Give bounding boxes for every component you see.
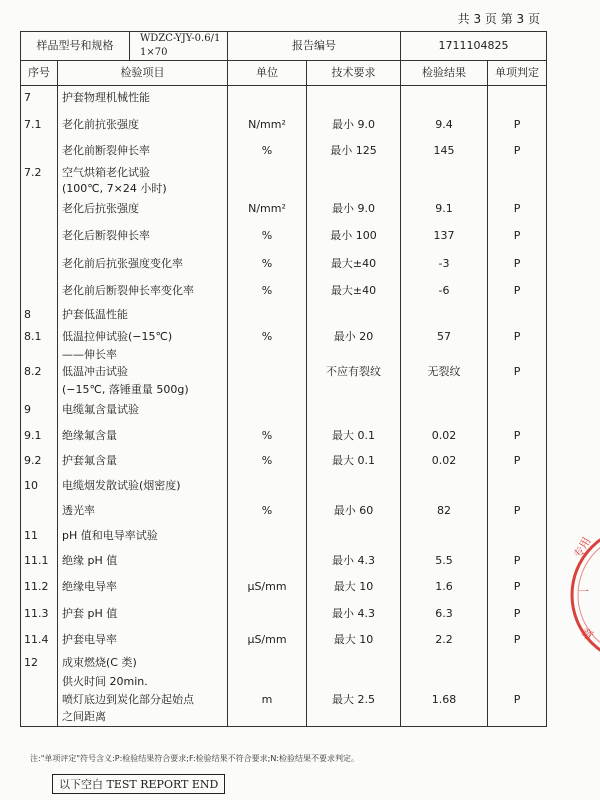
table-row <box>21 250 547 278</box>
row-requirement <box>307 182 401 196</box>
row-unit <box>228 398 307 423</box>
table-row <box>21 348 547 362</box>
row-result: 145 <box>401 139 488 164</box>
row-result: 57 <box>401 326 488 348</box>
row-seq <box>21 223 58 250</box>
row-seq <box>21 278 58 305</box>
row-result <box>401 474 488 498</box>
row-verdict <box>488 653 547 673</box>
row-seq <box>21 139 58 164</box>
row-result: -6 <box>401 278 488 305</box>
row-requirement <box>307 398 401 423</box>
row-requirement <box>307 673 401 691</box>
row-verdict: P <box>488 111 547 139</box>
row-item: 老化后断裂伸长率 <box>58 223 228 250</box>
row-seq: 11 <box>21 525 58 548</box>
table-row <box>21 223 547 250</box>
footnote: 注:"单项评定"符号含义:P:检验结果符合要求;F:检验结果不符合要求;N:检验结果不要求判定。 <box>30 754 360 763</box>
row-verdict: P <box>488 498 547 525</box>
row-item: 成束燃烧(C 类) <box>58 653 228 673</box>
model-value: WDZC-YJY-0.6/1 1×70 <box>140 33 221 58</box>
row-result <box>401 164 488 182</box>
row-verdict <box>488 525 547 548</box>
row-result: 5.5 <box>401 548 488 574</box>
row-seq: 11.2 <box>21 574 58 601</box>
report-table <box>20 31 547 727</box>
row-seq: 9.2 <box>21 449 58 474</box>
table-row <box>21 182 547 196</box>
row-item: 之间距离 <box>58 709 228 727</box>
header-item: 检验项目 <box>58 61 228 86</box>
row-requirement: 不应有裂纹 <box>307 362 401 382</box>
model-label: 样品型号和规格 <box>21 32 130 60</box>
row-unit <box>228 362 307 382</box>
row-unit: m <box>228 691 307 709</box>
row-requirement <box>307 348 401 362</box>
table-row <box>21 673 547 691</box>
row-result: 82 <box>401 498 488 525</box>
row-item: 电缆烟发散试验(烟密度) <box>58 474 228 498</box>
row-unit <box>228 709 307 727</box>
row-result <box>401 525 488 548</box>
row-item: 低温拉伸试验(−15℃) <box>58 326 228 348</box>
row-seq: 8.2 <box>21 362 58 382</box>
row-seq: 9 <box>21 398 58 423</box>
row-result <box>401 673 488 691</box>
table-row <box>21 382 547 398</box>
row-item: (100℃, 7×24 小时) <box>58 182 228 196</box>
header-unit: 单位 <box>228 61 307 86</box>
row-verdict <box>488 474 547 498</box>
table-row <box>21 653 547 673</box>
row-verdict: P <box>488 574 547 601</box>
row-verdict: P <box>488 223 547 250</box>
row-requirement: 最大 10 <box>307 627 401 653</box>
header-result: 检验结果 <box>401 61 488 86</box>
row-verdict <box>488 709 547 727</box>
row-verdict: P <box>488 362 547 382</box>
row-unit <box>228 182 307 196</box>
table-row <box>21 362 547 382</box>
header-seq: 序号 <box>21 61 58 86</box>
table-row <box>21 691 547 709</box>
row-seq: 12 <box>21 653 58 673</box>
row-result: 2.2 <box>401 627 488 653</box>
row-unit: μS/mm <box>228 574 307 601</box>
row-verdict <box>488 305 547 326</box>
row-item: 护套低温性能 <box>58 305 228 326</box>
row-verdict: P <box>488 326 547 348</box>
row-unit: % <box>228 139 307 164</box>
row-requirement <box>307 164 401 182</box>
row-result: -3 <box>401 250 488 278</box>
row-result <box>401 182 488 196</box>
row-unit <box>228 653 307 673</box>
row-seq <box>21 709 58 727</box>
row-item: 喷灯底边到炭化部分起始点 <box>58 691 228 709</box>
row-verdict <box>488 182 547 196</box>
row-seq <box>21 673 58 691</box>
row-result <box>401 398 488 423</box>
row-unit: % <box>228 423 307 449</box>
row-seq: 11.3 <box>21 601 58 627</box>
table-row <box>21 139 547 164</box>
row-requirement: 最小 9.0 <box>307 196 401 223</box>
row-unit: N/mm² <box>228 111 307 139</box>
row-seq <box>21 182 58 196</box>
row-item: 老化前抗张强度 <box>58 111 228 139</box>
row-requirement: 最小 9.0 <box>307 111 401 139</box>
row-item: 透光率 <box>58 498 228 525</box>
row-item: 空气烘箱老化试验 <box>58 164 228 182</box>
row-item: 老化后抗张强度 <box>58 196 228 223</box>
report-no-label: 报告编号 <box>228 32 401 61</box>
table-row <box>21 498 547 525</box>
row-verdict <box>488 673 547 691</box>
row-result <box>401 348 488 362</box>
table-row <box>21 525 547 548</box>
table-row <box>21 474 547 498</box>
row-seq <box>21 691 58 709</box>
row-requirement: 最大±40 <box>307 250 401 278</box>
row-item: 护套物理机械性能 <box>58 86 228 111</box>
table-row <box>21 305 547 326</box>
table-row <box>21 398 547 423</box>
row-requirement: 最小 20 <box>307 326 401 348</box>
table-row <box>21 278 547 305</box>
row-seq: 11.4 <box>21 627 58 653</box>
page-count: 共 3 页 第 3 页 <box>457 12 540 26</box>
table-row <box>21 111 547 139</box>
row-requirement <box>307 86 401 111</box>
table-row <box>21 423 547 449</box>
table-row <box>21 164 547 182</box>
row-unit <box>228 382 307 398</box>
svg-text:一: 一 <box>578 585 589 598</box>
row-result: 9.1 <box>401 196 488 223</box>
row-seq: 8.1 <box>21 326 58 348</box>
row-result <box>401 305 488 326</box>
row-result: 0.02 <box>401 423 488 449</box>
row-requirement: 最小 60 <box>307 498 401 525</box>
row-verdict <box>488 398 547 423</box>
row-item: 绝缘电导率 <box>58 574 228 601</box>
row-item: pH 值和电导率试验 <box>58 525 228 548</box>
table-row <box>21 86 547 111</box>
row-unit <box>228 86 307 111</box>
row-item: 低温冲击试验 <box>58 362 228 382</box>
row-seq: 9.1 <box>21 423 58 449</box>
red-seal-stamp <box>560 515 600 675</box>
row-item: (−15℃, 落锤重量 500g) <box>58 382 228 398</box>
table-row <box>21 196 547 223</box>
row-verdict: P <box>488 423 547 449</box>
row-item: 护套电导率 <box>58 627 228 653</box>
row-item: 电缆氟含量试验 <box>58 398 228 423</box>
table-body <box>21 86 547 727</box>
row-result: 无裂纹 <box>401 362 488 382</box>
row-seq: 10 <box>21 474 58 498</box>
row-unit: % <box>228 326 307 348</box>
header-requirement: 技术要求 <box>307 61 401 86</box>
row-result <box>401 653 488 673</box>
report-no-value: 1711104825 <box>401 32 547 61</box>
row-unit: N/mm² <box>228 196 307 223</box>
row-requirement <box>307 474 401 498</box>
row-requirement: 最大 2.5 <box>307 691 401 709</box>
table-row <box>21 574 547 601</box>
table-row <box>21 627 547 653</box>
row-unit <box>228 525 307 548</box>
row-item: 老化前后断裂伸长率变化率 <box>58 278 228 305</box>
row-unit: % <box>228 250 307 278</box>
row-requirement <box>307 653 401 673</box>
svg-text:章: 章 <box>578 625 596 644</box>
row-verdict: P <box>488 250 547 278</box>
row-item: 护套 pH 值 <box>58 601 228 627</box>
row-requirement <box>307 709 401 727</box>
row-verdict <box>488 164 547 182</box>
row-unit <box>228 673 307 691</box>
row-seq: 11.1 <box>21 548 58 574</box>
row-unit: % <box>228 498 307 525</box>
row-item: 供火时间 20min. <box>58 673 228 691</box>
row-verdict <box>488 86 547 111</box>
row-unit <box>228 348 307 362</box>
table-row <box>21 709 547 727</box>
row-unit: % <box>228 278 307 305</box>
row-verdict: P <box>488 139 547 164</box>
row-unit: μS/mm <box>228 627 307 653</box>
row-requirement <box>307 382 401 398</box>
row-seq: 8 <box>21 305 58 326</box>
row-result <box>401 709 488 727</box>
row-unit: % <box>228 449 307 474</box>
svg-text:专用: 专用 <box>571 534 594 561</box>
row-verdict: P <box>488 548 547 574</box>
row-unit <box>228 601 307 627</box>
header-verdict: 单项判定 <box>488 61 547 86</box>
row-item: 绝缘氟含量 <box>58 423 228 449</box>
row-result: 137 <box>401 223 488 250</box>
row-result: 6.3 <box>401 601 488 627</box>
row-result <box>401 86 488 111</box>
model-cell <box>21 32 228 61</box>
row-verdict: P <box>488 449 547 474</box>
row-item: 护套氟含量 <box>58 449 228 474</box>
row-result <box>401 382 488 398</box>
row-verdict <box>488 348 547 362</box>
row-result: 9.4 <box>401 111 488 139</box>
row-result: 0.02 <box>401 449 488 474</box>
row-seq <box>21 196 58 223</box>
row-requirement: 最小 100 <box>307 223 401 250</box>
row-requirement <box>307 305 401 326</box>
row-result: 1.68 <box>401 691 488 709</box>
table-row <box>21 601 547 627</box>
row-unit <box>228 474 307 498</box>
row-verdict: P <box>488 196 547 223</box>
row-seq <box>21 250 58 278</box>
row-seq <box>21 498 58 525</box>
row-unit <box>228 164 307 182</box>
test-report-end: 以下空白 TEST REPORT END <box>52 774 225 794</box>
row-seq: 7.2 <box>21 164 58 182</box>
row-item: 老化前断裂伸长率 <box>58 139 228 164</box>
row-requirement <box>307 525 401 548</box>
row-requirement: 最大 10 <box>307 574 401 601</box>
row-unit <box>228 548 307 574</box>
row-unit: % <box>228 223 307 250</box>
table-row <box>21 548 547 574</box>
row-verdict: P <box>488 278 547 305</box>
row-item: 绝缘 pH 值 <box>58 548 228 574</box>
table-row <box>21 449 547 474</box>
row-verdict <box>488 382 547 398</box>
row-requirement: 最大 0.1 <box>307 449 401 474</box>
row-seq: 7 <box>21 86 58 111</box>
row-requirement: 最小 4.3 <box>307 548 401 574</box>
row-unit <box>228 305 307 326</box>
row-result: 1.6 <box>401 574 488 601</box>
row-verdict: P <box>488 601 547 627</box>
row-requirement: 最大±40 <box>307 278 401 305</box>
row-requirement: 最小 4.3 <box>307 601 401 627</box>
row-requirement: 最大 0.1 <box>307 423 401 449</box>
row-requirement: 最小 125 <box>307 139 401 164</box>
row-item: 老化前后抗张强度变化率 <box>58 250 228 278</box>
row-seq <box>21 348 58 362</box>
row-seq: 7.1 <box>21 111 58 139</box>
table-row <box>21 326 547 348</box>
row-verdict: P <box>488 627 547 653</box>
row-seq <box>21 382 58 398</box>
row-verdict: P <box>488 691 547 709</box>
row-item: ——伸长率 <box>58 348 228 362</box>
